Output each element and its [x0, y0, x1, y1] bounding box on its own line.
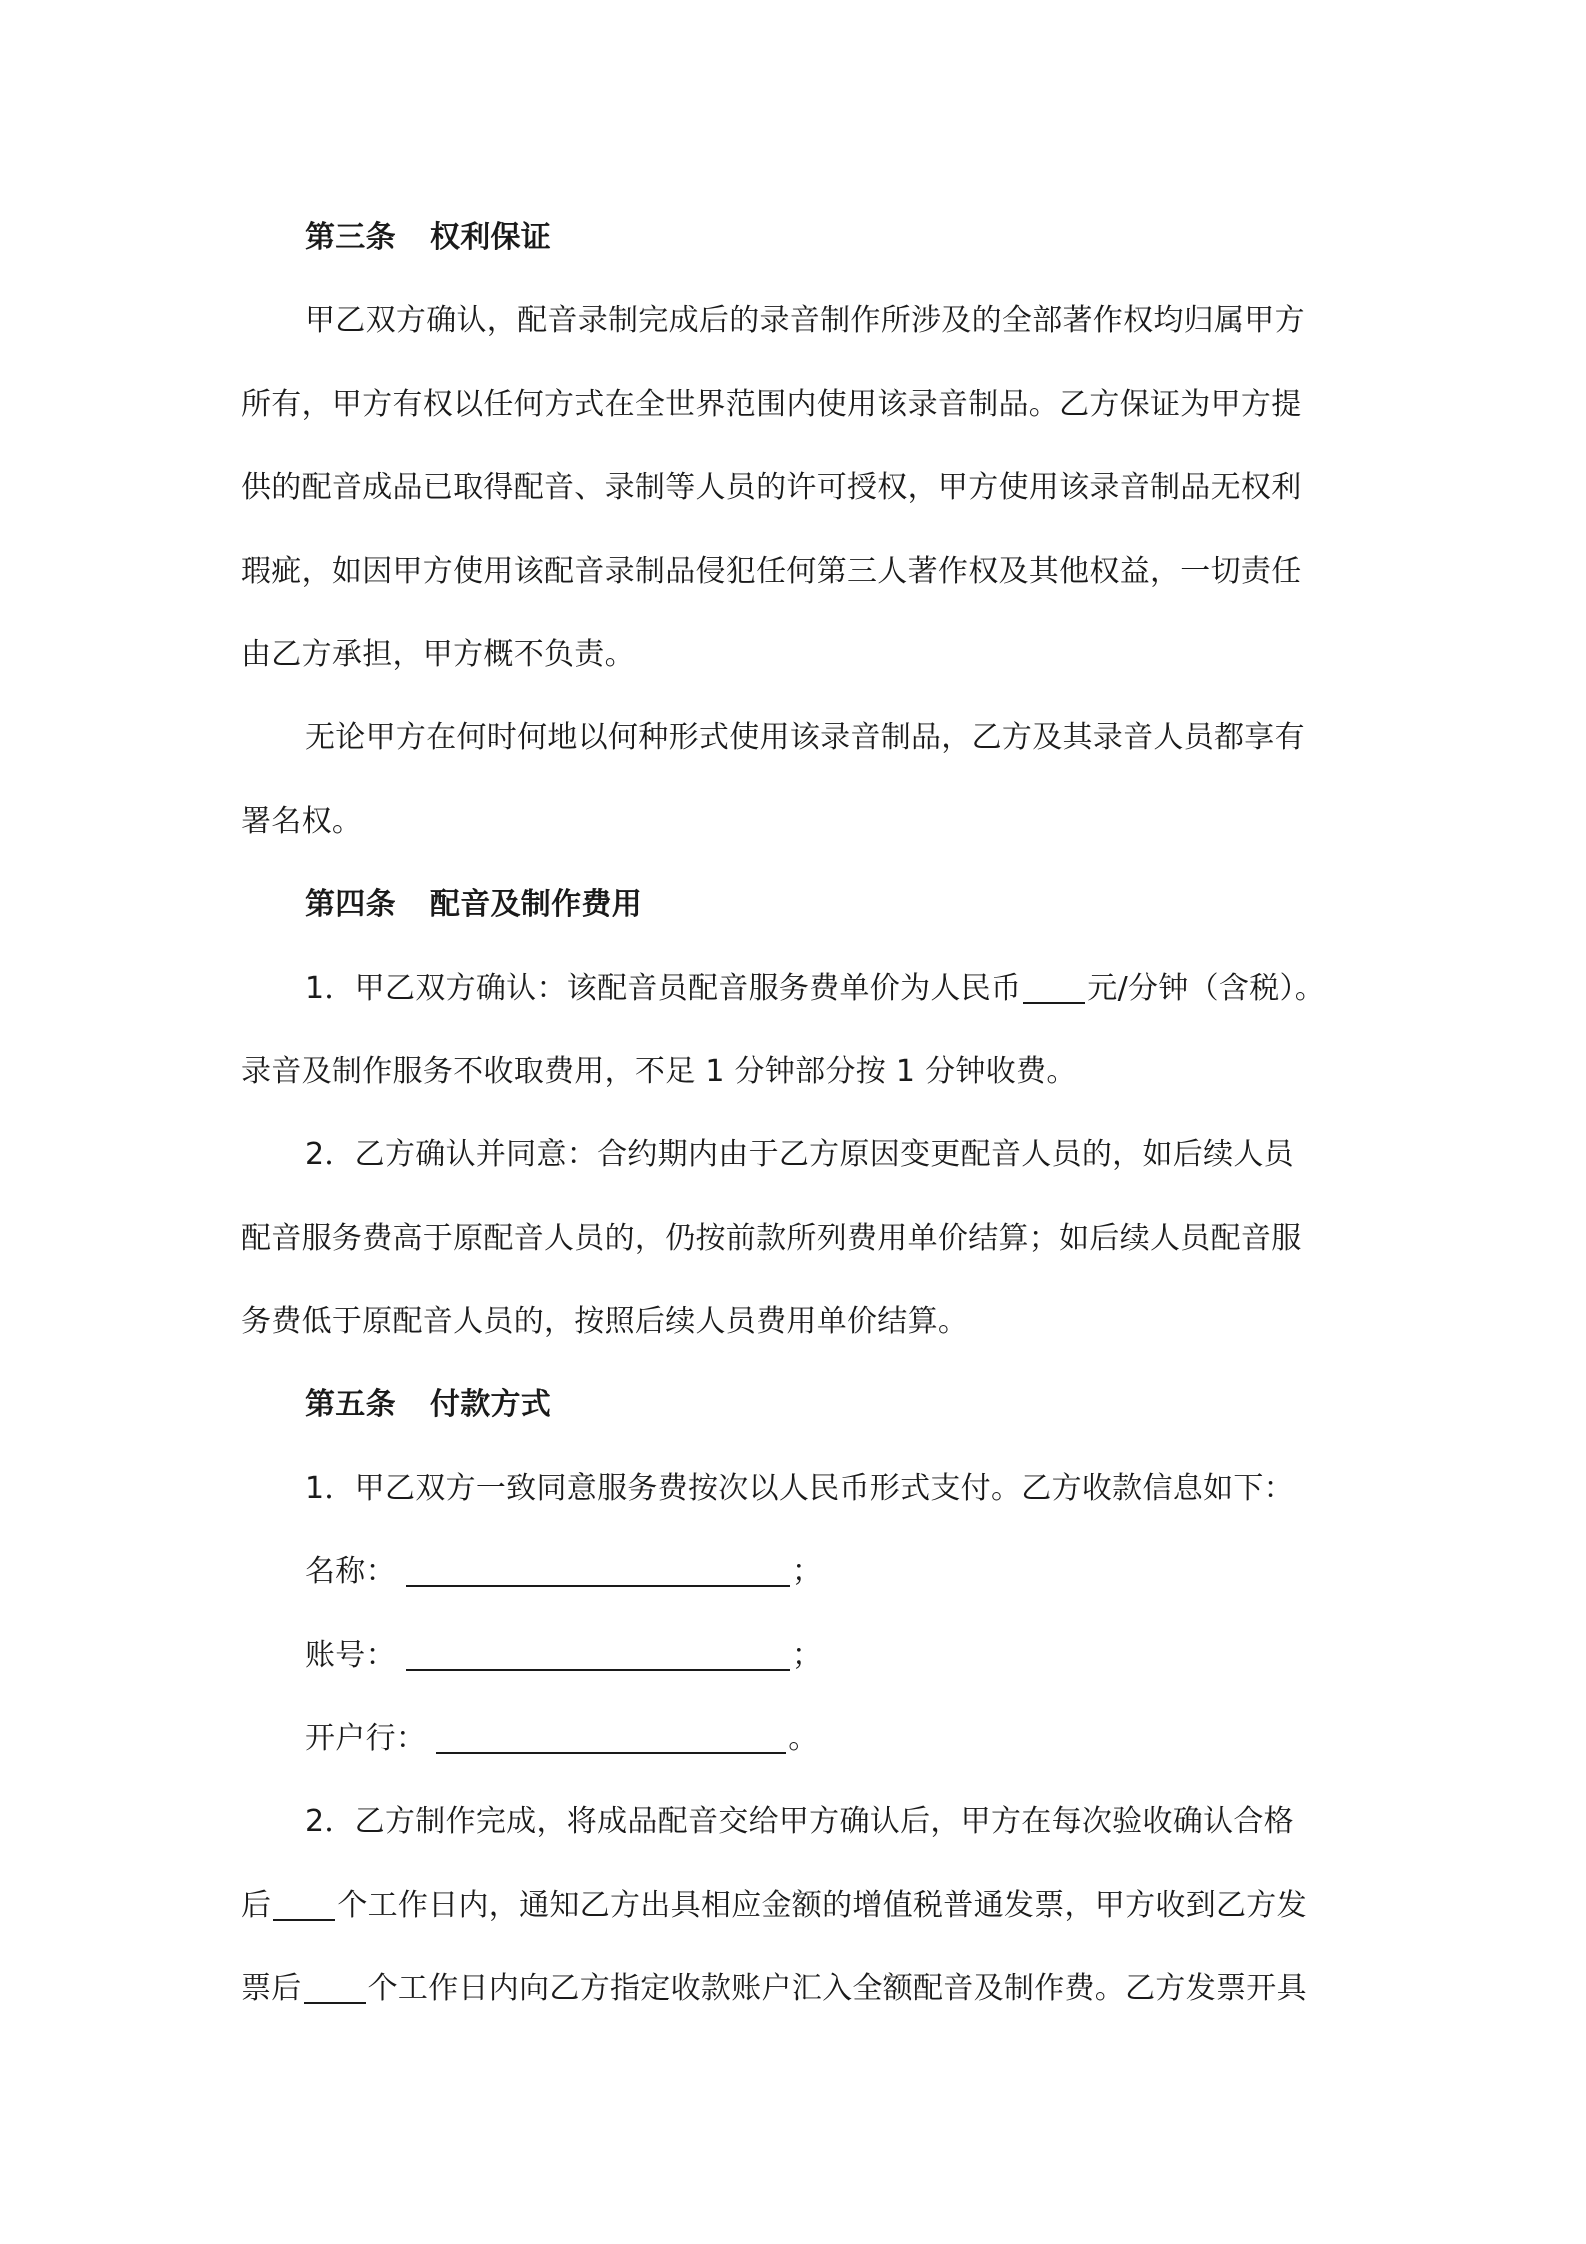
payee-bank-blank[interactable]	[436, 1722, 786, 1754]
article-3-p1-line: 瑕疵，如因甲方使用该配音录制品侵犯任何第三人著作权及其他权益，一切责任	[241, 553, 1302, 589]
payee-name-row	[241, 1530, 1357, 1613]
article-3-heading	[241, 196, 1357, 279]
price-blank[interactable]	[1023, 972, 1085, 1004]
article-3-p1-line: 由乙方承担，甲方概不负责。	[241, 636, 635, 672]
payee-account-end: ；	[791, 1637, 823, 1673]
notify-days-blank[interactable]	[273, 1889, 335, 1921]
payee-name-blank[interactable]	[406, 1555, 790, 1587]
article-3-p2-line: 署名权。	[241, 803, 363, 839]
article-5-p3-text-a: 票后	[241, 1971, 302, 2007]
payee-account-row	[241, 1614, 1357, 1697]
article-4-p2-line: 务费低于原配音人员的，按照后续人员费用单价结算。	[241, 1304, 969, 1340]
payee-bank-label: 开户行：	[305, 1721, 427, 1757]
article-4-p1-text-a: 1．甲乙双方确认：该配音员配音服务费单价为人民币	[305, 970, 1022, 1006]
article-3-p2-line: 无论甲方在何时何地以何种形式使用该录音制品，乙方及其录音人员都享有	[305, 720, 1305, 756]
article-3-p1-line: 所有，甲方有权以任何方式在全世界范围内使用该录音制品。乙方保证为甲方提	[241, 386, 1302, 422]
article-5-title: 付款方式	[429, 1387, 552, 1423]
article-5-heading	[241, 1363, 1357, 1446]
article-5-number: 第五条	[305, 1387, 396, 1423]
article-3-title: 权利保证	[429, 220, 552, 255]
payee-bank-end: 。	[788, 1721, 819, 1757]
payee-account-label: 账号：	[305, 1637, 396, 1673]
document-body	[241, 196, 1357, 2031]
article-5-p2-text-a: 后	[241, 1887, 272, 1923]
article-4-p1-line: 录音及制作服务不收取费用，不足 1 分钟部分按 1 分钟收费。	[241, 1053, 1077, 1089]
article-4-p1-line	[241, 947, 1357, 1030]
article-5-p3-text-b: 个工作日内向乙方指定收款账户汇入全额配音及制作费。乙方发票开具	[367, 1971, 1307, 2007]
article-5-p2-line: 2．乙方制作完成，将成品配音交给甲方确认后，甲方在每次验收确认合格	[305, 1804, 1294, 1840]
article-4-heading	[241, 863, 1357, 946]
article-5-p1-line: 1．甲乙双方一致同意服务费按次以人民币形式支付。乙方收款信息如下：	[305, 1470, 1294, 1506]
payee-bank-row	[241, 1697, 1357, 1780]
article-3-p1-line: 甲乙双方确认，配音录制完成后的录音制作所涉及的全部著作权均归属甲方	[305, 303, 1305, 339]
article-3-number: 第三条	[305, 220, 396, 255]
payee-name-label: 名称：	[305, 1554, 396, 1590]
payee-name-end: ；	[791, 1554, 823, 1590]
article-4-number: 第四条	[305, 887, 396, 923]
article-5-p2-text-b: 个工作日内，通知乙方出具相应金额的增值税普通发票，甲方收到乙方发	[337, 1887, 1307, 1923]
payment-days-blank[interactable]	[304, 1972, 366, 2004]
article-4-p2-line: 2．乙方确认并同意：合约期内由于乙方原因变更配音人员的，如后续人员	[305, 1137, 1294, 1173]
article-4-p1-text-b: 元/分钟（含税）。	[1087, 970, 1326, 1006]
article-5-p2-line	[241, 1947, 1357, 2030]
article-3-p1-line: 供的配音成品已取得配音、录制等人员的许可授权，甲方使用该录音制品无权利	[241, 470, 1302, 506]
article-4-p2-line: 配音服务费高于原配音人员的，仍按前款所列费用单价结算；如后续人员配音服	[241, 1220, 1302, 1256]
article-4-title: 配音及制作费用	[429, 887, 643, 923]
payee-account-blank[interactable]	[406, 1639, 790, 1671]
article-5-p2-line	[241, 1864, 1357, 1947]
